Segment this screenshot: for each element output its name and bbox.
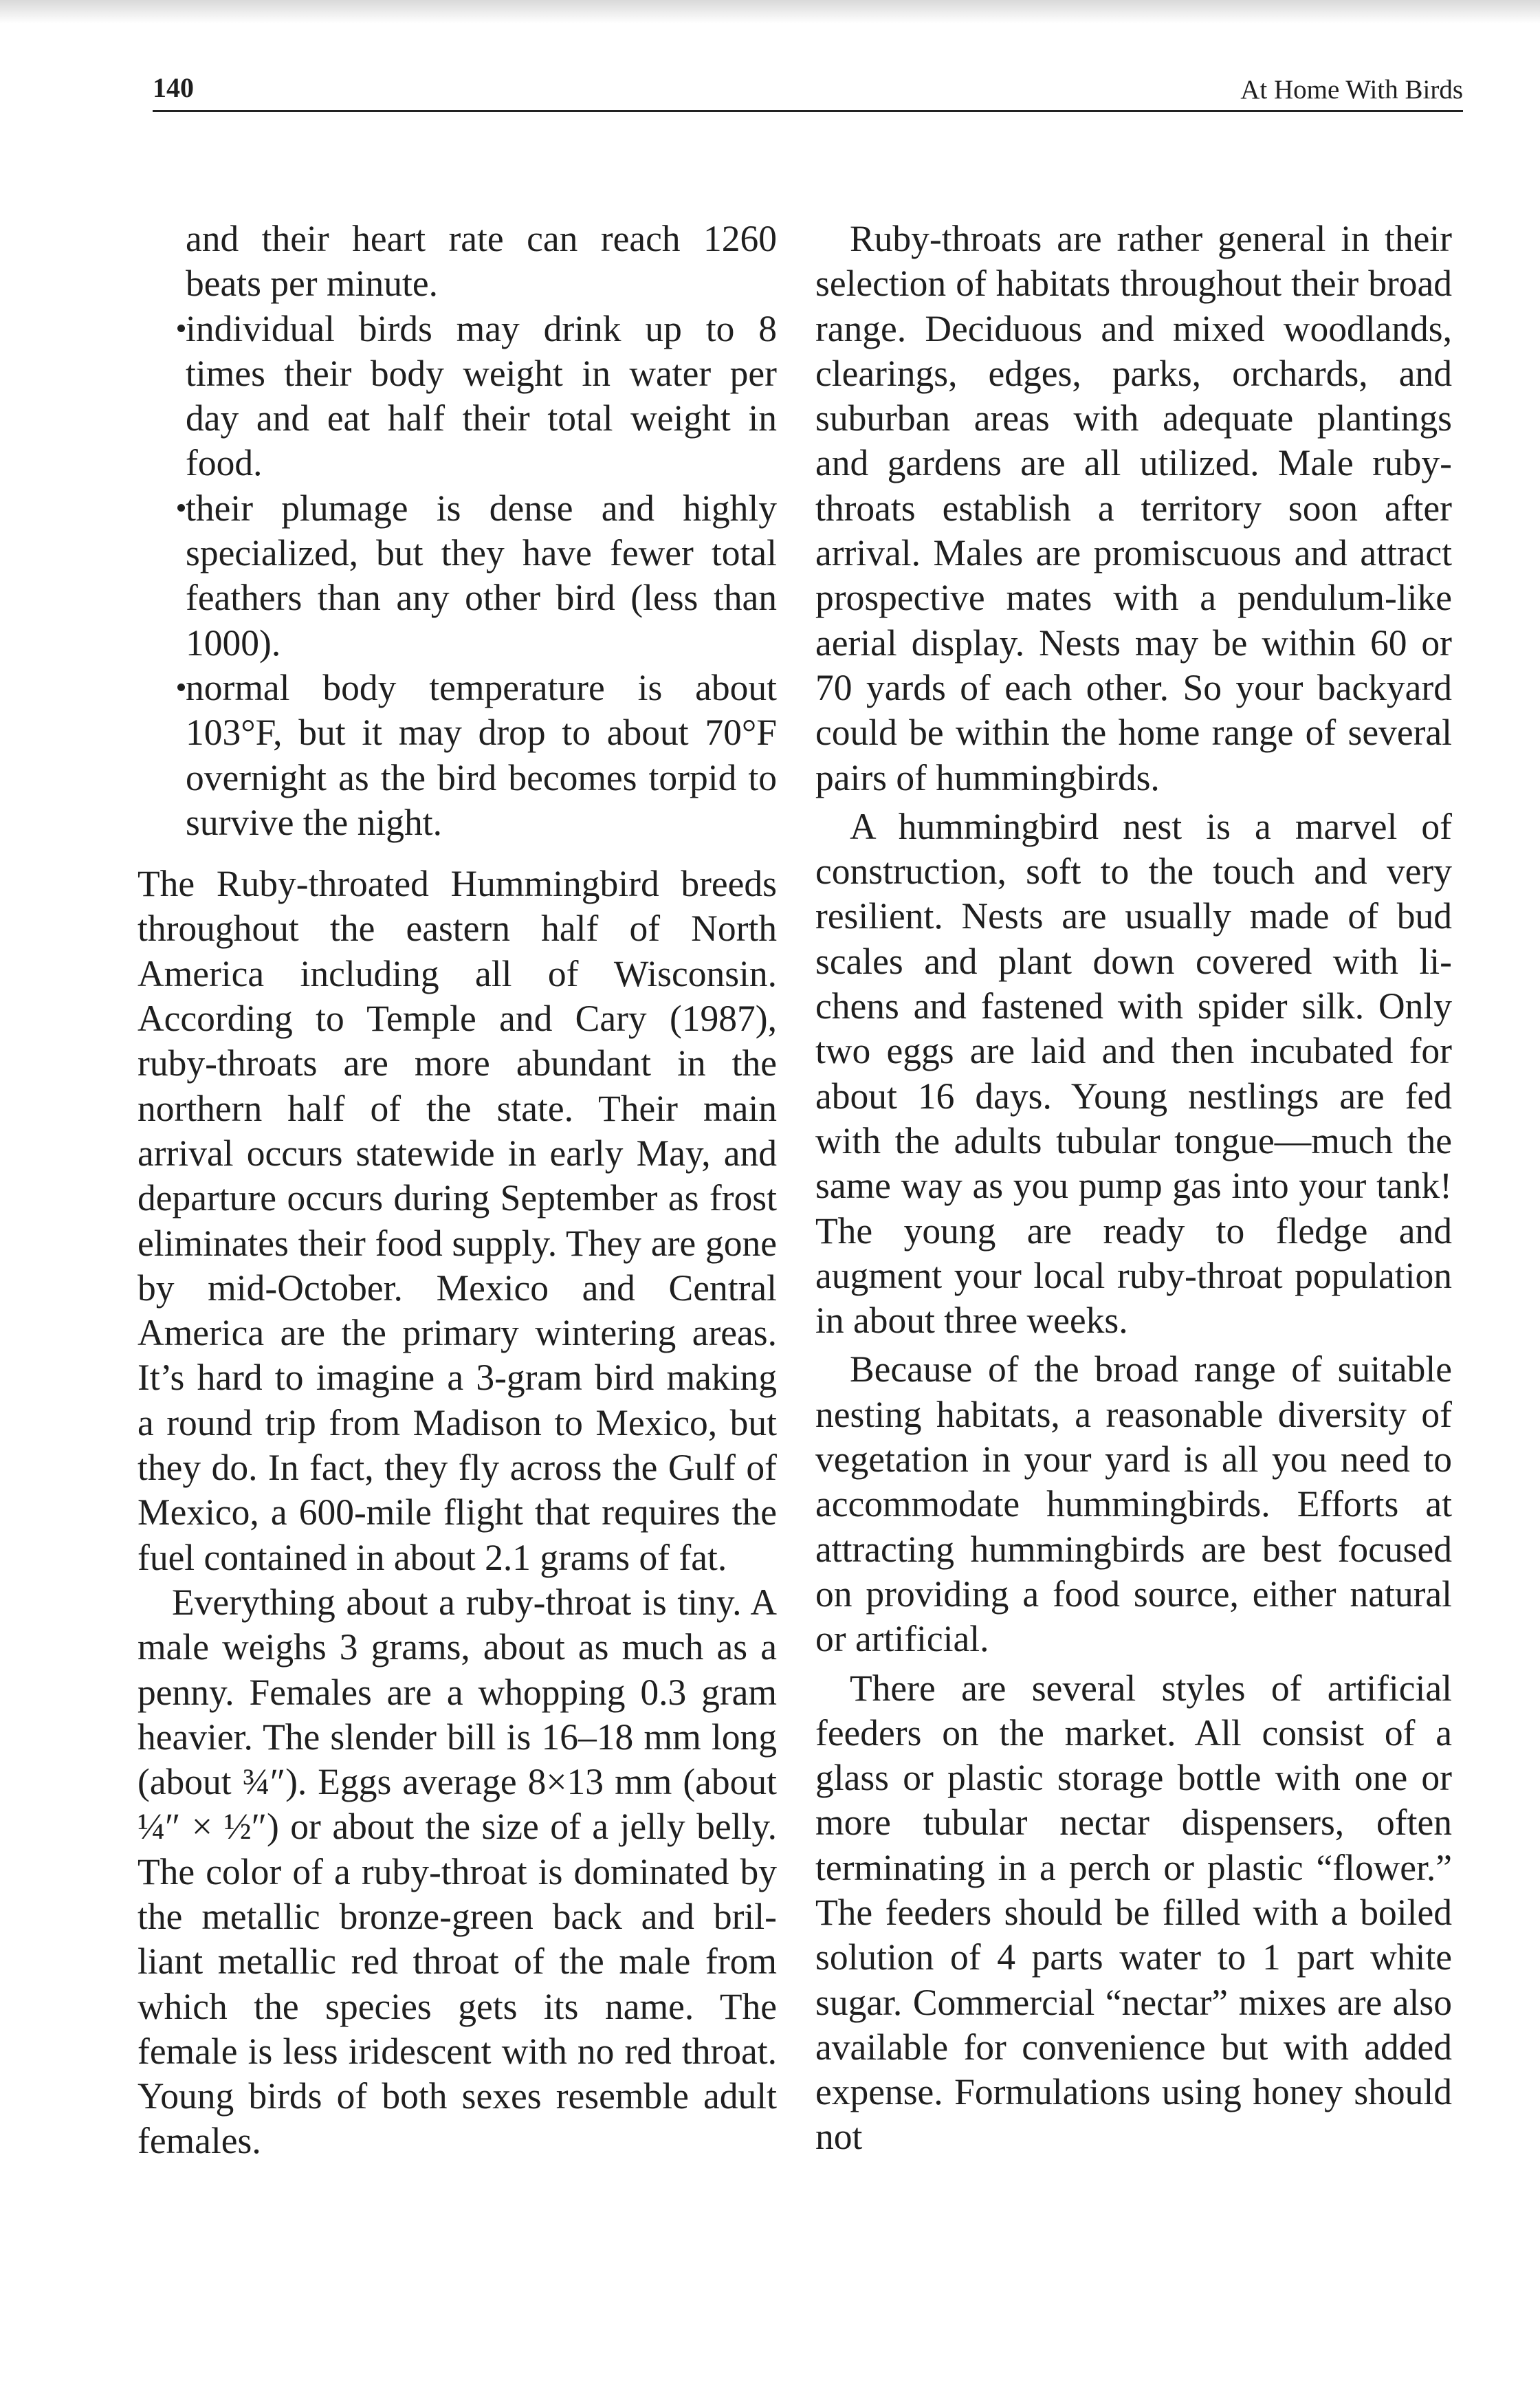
fact-item: individual birds may drink up to 8 times their body weight in water per day and eat half their total weight in food. [138,307,777,486]
fact-item: normal body temperature is about 103°F, but it may drop to about 70°F overnight as the bird becomes torpid to survive the night. [138,666,777,845]
continuation-text: and their heart rate can reach 1260 beats per minute. [186,218,777,305]
paragraph-nest: A hummingbird nest is a marvel of construction, soft to the touch and very resilient. Nests are usually made of bud scales and plant down covered with lichens and fastened with spider silk. Only two eggs are laid and then incubated for about 16 days. Young nestlings are fed with the adults tubular tongue—much the same way as you pump gas into your tank! The young are ready to fledge and augment your local ruby-throat population in about three weeks. [815,805,1452,1342]
scan-edge-shadow [0,0,1540,23]
fact-list [138,307,777,846]
page-header [153,72,1463,114]
header-rule [153,110,1463,112]
left-column [138,217,777,2164]
bullet-icon [177,325,185,332]
paragraph-diversity: Because of the broad range of suitable nesting habitats, a reasonable diversity of vegetation in your yard is all you need to accommodate hummingbirds. Efforts at attracting hummingbirds are best focused on providing a food source, either natural or artificial. [815,1348,1452,1660]
bullet-icon [177,684,185,691]
running-head: At Home With Birds [1240,75,1463,105]
fact-item: their plumage is dense and highly specialized, but they have fewer total feathers than any other bird (less than 1000). [138,486,777,666]
paragraph-habitats: Ruby-throats are rather general in their selection of habitats throughout their broad range. Deciduous and mixed woodlands, clearings, edges, parks, orchards, and suburban areas with adequate plantings and gardens are all utilized. Male ruby-throats establish a territory soon after arrival. Males are promiscuous and attract prospective mates with a pendulum-like aerial display. Nests may be within 60 or 70 yards of each other. So your backyard could be within the home range of several pairs of hummingbirds. [815,218,1452,798]
paragraph-feeders: There are several styles of artificial feeders on the market. All consist of a glass or plastic storage bottle with one or more tubular nectar dispensers, often terminating in a perch or plastic “flower.” The feeders should be filled with a boiled solution of 4 parts water to 1 part white sugar. Commercial “nectar” mixes are also available for convenience but with added expense. Formulations using honey should not [815,1667,1452,2158]
right-column [815,217,1452,2160]
bullet-icon [177,504,185,512]
paragraph-size: Everything about a ruby-throat is tiny. A male weighs 3 grams, about as much as a penny. Females are a whopping 0.3 gram heavier. The slender bill is 16–18 mm long (about ¾″). Eggs average 8×13 mm (about ¼″ × ½″) or about the size of a jelly belly. The color of a ruby-throat is dominated by the metallic bronze-green back and brilliant metallic red throat of the male from which the species gets its name. The female is less iridescent with no red throat. Young birds of both sexes resemble adult females. [138,1581,777,2162]
paragraph-breeding-range: The Ruby-throated Hummingbird breeds throughout the eastern half of North America including all of Wisconsin. According to Temple and Cary (1987), ruby-throats are more abundant in the northern half of the state. Their main arrival occurs statewide in early May, and departure occurs during September as frost eliminates their food supply. They are gone by mid-October. Mexico and Central America are the primary wintering areas. It’s hard to imagine a 3-gram bird making a round trip from Madison to Mexico, but they do. In fact, they fly across the Gulf of Mexico, a 600-mile flight that requires the fuel contained in about 2.1 grams of fat. [138,863,777,1578]
page-number: 140 [153,72,194,103]
